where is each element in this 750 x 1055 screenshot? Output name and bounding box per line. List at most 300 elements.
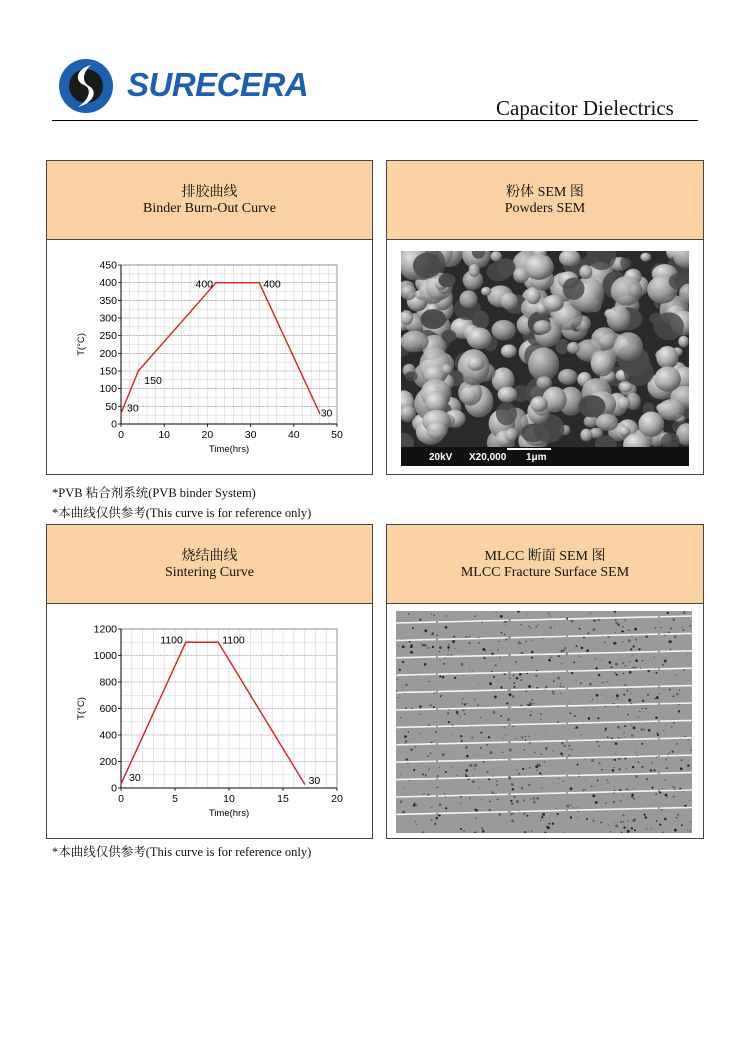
mlcc-speck [486,744,488,746]
mlcc-speck [662,788,663,789]
mlcc-speck [481,827,483,829]
mlcc-speck [671,726,672,727]
mlcc-speck [668,640,671,643]
mlcc-speck [607,782,608,783]
mlcc-speck [510,813,512,815]
mlcc-speck [659,693,660,694]
mlcc-speck [641,728,643,730]
mlcc-speck [500,615,503,618]
mlcc-speck [479,788,480,789]
mlcc-speck [650,769,652,771]
x-axis-label: Time(hrs) [208,808,250,819]
mlcc-speck [607,681,609,683]
mlcc-speck [536,770,537,771]
mlcc-speck [452,640,455,643]
mlcc-speck [689,625,691,627]
mlcc-speck [673,786,675,788]
mlcc-speck [415,821,416,822]
burnout-title-cn: 排胶曲线 [181,185,238,200]
mlcc-speck [428,681,429,682]
mlcc-speck [604,642,606,644]
mlcc-speck [446,615,447,616]
mlcc-speck [676,743,677,744]
powder-grain [640,253,651,262]
mlcc-speck [397,679,398,680]
mlcc-speck [602,682,603,683]
powder-grain [558,369,577,385]
mlcc-speck [608,825,609,826]
mlcc-speck [528,685,531,688]
mlcc-speck [642,660,644,662]
mlcc-speck [519,673,522,676]
mlcc-speck [506,702,508,704]
mlcc-speck [488,778,490,780]
mlcc-speck [531,711,532,712]
mlcc-speck [464,713,466,715]
mlcc-speck [571,620,574,623]
mlcc-speck [664,779,666,781]
mlcc-speck [593,628,596,631]
mlcc-speck [435,817,438,820]
mlcc-speck [447,646,450,649]
mlcc-speck [430,752,431,753]
x-tick-label: 20 [331,793,343,805]
mlcc-speck [634,666,636,668]
mlcc-speck [493,711,496,714]
mlcc-speck [608,661,611,664]
mlcc-speck [611,697,612,698]
x-tick-label: 50 [331,429,343,441]
mlcc-speck [626,768,627,769]
mlcc-speck [648,729,651,732]
mlcc-speck [466,703,468,705]
x-tick-label: 20 [201,429,214,441]
mlcc-speck [582,724,583,725]
mlcc-speck [488,736,490,738]
mlcc-speck [644,813,646,815]
mlcc-speck [569,748,570,749]
x-tick-label: 10 [223,793,235,805]
mlcc-speck [505,624,506,625]
mlcc-speck [423,794,424,795]
data-point [215,282,217,284]
mlcc-speck [598,745,600,747]
data-label: 1100 [222,634,245,647]
mlcc-speck [568,754,570,756]
mlcc-speck [533,801,536,804]
mlcc-speck [560,752,563,755]
mlcc-speck [593,707,594,708]
mlcc-speck [581,647,584,650]
logo-mark-icon [58,55,118,117]
mlcc-speck [525,739,526,740]
mlcc-speck [472,780,475,783]
mlcc-speck [657,732,658,733]
sintering-chart [47,604,372,839]
mlcc-speck [509,678,511,680]
mlcc-speck [681,824,683,826]
powder-grain [526,288,541,305]
mlcc-speck [454,677,456,679]
mlcc-speck [629,661,630,662]
powder-grain [567,342,580,354]
mlcc-speck [548,823,550,825]
mlcc-speck [520,643,522,645]
mlcc-speck [478,642,480,644]
mlcc-speck [535,675,537,677]
mlcc-speck [586,818,588,820]
mlcc-speck [562,755,563,756]
y-tick-label: 300 [99,312,117,325]
mlcc-speck [537,624,538,625]
mlcc-speck [664,818,667,821]
mlcc-speck [676,693,679,696]
mlcc-speck [651,828,652,829]
reference-note-2: *本曲线仅供参考(This curve is for reference only) [52,845,312,859]
y-tick-label: 100 [99,383,117,396]
mlcc-speck [461,740,463,742]
mlcc-speck [545,686,548,689]
mlcc-speck [502,752,503,753]
y-tick-label: 200 [99,756,117,768]
y-tick-label: 600 [99,703,117,715]
mlcc-speck [564,647,566,649]
mlcc-speck [661,627,662,628]
mlcc-sem-title-cn: MLCC 断面 SEM 图 [484,549,606,564]
mlcc-speck [673,695,675,697]
mlcc-speck [577,807,578,808]
mlcc-speck [625,684,627,686]
mlcc-speck [494,664,496,666]
mlcc-speck [419,618,421,620]
mlcc-speck [605,802,607,804]
series-line [121,283,320,414]
mlcc-speck [600,822,602,824]
powder-grain [501,293,519,310]
mlcc-speck [674,636,677,639]
mlcc-speck [482,830,485,833]
mlcc-speck [549,626,551,628]
mlcc-speck [615,742,618,745]
data-point [120,413,122,415]
mlcc-speck [683,669,685,671]
mlcc-speck [406,758,408,760]
powder-grain [401,331,429,353]
sem-voltage-label: 20kV [429,452,453,463]
mlcc-speck [586,649,589,652]
mlcc-speck [595,658,596,659]
mlcc-speck [576,764,578,766]
y-tick-label: 150 [99,365,117,378]
mlcc-speck [614,759,616,761]
mlcc-speck [456,775,457,776]
mlcc-speck [474,764,477,767]
mlcc-speck [576,680,577,681]
mlcc-speck [540,819,542,821]
y-tick-label: 200 [99,347,117,360]
mlcc-speck [632,655,633,656]
mlcc-speck [438,814,441,817]
mlcc-speck [552,823,554,825]
mlcc-speck [437,787,438,788]
mlcc-speck [465,746,468,749]
mlcc-speck [654,627,656,629]
powder-grain [496,402,517,425]
mlcc-speck [624,665,626,667]
mlcc-speck [400,717,401,718]
mlcc-speck [513,675,514,676]
mlcc-speck [434,615,435,616]
mlcc-speck [463,830,465,832]
mlcc-speck [552,692,554,694]
powder-grain [467,357,484,371]
mlcc-speck [602,785,603,786]
powder-grain [536,376,552,389]
mlcc-speck [496,784,498,786]
mlcc-speck [633,797,635,799]
mlcc-speck [488,809,491,812]
mlcc-speck [623,732,624,733]
mlcc-speck [620,729,621,730]
mlcc-speck [475,817,477,819]
mlcc-sem-panel [386,524,704,839]
mlcc-speck [397,645,398,646]
powder-grain [580,429,592,442]
mlcc-speck [430,704,432,706]
mlcc-speck [414,803,415,804]
mlcc-speck [657,734,659,736]
mlcc-speck [497,649,499,651]
mlcc-speck [670,649,671,650]
mlcc-speck [654,657,656,659]
mlcc-speck [470,802,471,803]
mlcc-speck [628,639,631,642]
mlcc-speck [413,804,416,807]
mlcc-speck [598,762,600,764]
mlcc-speck [460,828,462,830]
mlcc-speck [474,615,475,616]
powder-grain [533,320,551,334]
mlcc-speck [527,613,528,614]
mlcc-speck [571,749,572,750]
page-title: Capacitor Dielectrics [496,96,674,120]
mlcc-speck [639,711,640,712]
mlcc-speck [404,735,407,738]
mlcc-speck [534,752,536,754]
mlcc-speck [626,827,627,828]
data-label: 400 [195,278,214,291]
data-label: 30 [129,772,141,785]
mlcc-speck [528,626,529,627]
mlcc-speck [592,820,594,822]
mlcc-speck [473,776,474,777]
y-tick-label: 400 [99,729,117,742]
mlcc-speck [689,800,690,801]
mlcc-speck [523,813,525,815]
mlcc-speck [672,751,674,753]
mlcc-speck [615,824,618,827]
mlcc-speck [500,686,502,688]
powder-grain [401,285,417,300]
mlcc-speck [665,734,666,735]
y-tick-label: 1200 [93,623,117,636]
x-tick-label: 40 [287,429,300,441]
sintering-panel-header [47,525,372,604]
powder-grain [438,273,455,287]
powder-grain [469,264,480,277]
mlcc-speck [525,736,526,737]
mlcc-speck [561,663,562,664]
mlcc-speck [637,796,638,797]
mlcc-speck [522,768,524,770]
mlcc-speck [460,717,461,718]
mlcc-speck [626,690,628,692]
mlcc-speck [497,799,498,800]
mlcc-speck [443,663,445,665]
mlcc-speck [615,663,618,666]
mlcc-speck [530,714,532,716]
mlcc-speck [595,801,598,804]
mlcc-speck [400,774,401,775]
mlcc-speck [422,643,423,644]
mlcc-speck [545,747,547,749]
mlcc-speck [402,687,403,688]
mlcc-speck [433,706,435,708]
mlcc-speck [511,783,514,786]
mlcc-speck [577,817,578,818]
mlcc-speck [633,788,634,789]
mlcc-speck [623,795,624,796]
powder-grain [505,428,517,442]
mlcc-speck [516,770,517,771]
mlcc-speck [638,648,640,650]
header-divider [52,120,698,121]
mlcc-speck [628,699,631,702]
mlcc-speck [539,765,541,767]
mlcc-speck [499,814,501,816]
mlcc-speck [410,749,412,751]
mlcc-speck [434,822,437,825]
y-tick-label: 250 [99,330,117,343]
x-tick-label: 5 [172,793,178,805]
mlcc-speck [620,800,622,802]
powder-grain [653,312,684,340]
mlcc-speck [419,713,421,715]
mlcc-speck [474,809,476,811]
mlcc-speck [419,705,422,708]
data-point [258,282,260,284]
mlcc-speck [535,626,536,627]
mlcc-speck [489,682,492,685]
mlcc-speck [582,789,584,791]
mlcc-speck [677,814,679,816]
mlcc-speck [642,700,644,702]
mlcc-speck [474,699,475,700]
mlcc-speck [542,638,543,639]
mlcc-speck [633,682,634,683]
x-tick-label: 0 [118,793,124,805]
mlcc-speck [521,787,524,790]
mlcc-speck [664,660,667,663]
mlcc-speck [614,767,615,768]
mlcc-speck [655,716,658,719]
mlcc-sem-panel-header [387,525,703,604]
mlcc-speck [545,749,546,750]
mlcc-speck [592,794,595,797]
mlcc-speck [552,691,553,692]
mlcc-speck [571,672,573,674]
series-line [121,642,305,784]
mlcc-speck [557,813,559,815]
mlcc-speck [615,622,618,625]
mlcc-speck [460,663,463,666]
mlcc-speck [529,767,530,768]
mlcc-speck [676,674,677,675]
mlcc-speck [531,651,534,654]
powder-grain [524,255,554,280]
mlcc-speck [627,714,629,716]
powder-grain [491,320,515,340]
mlcc-speck [507,718,510,721]
mlcc-speck [417,675,418,676]
mlcc-speck [491,791,494,794]
mlcc-speck [516,800,519,803]
mlcc-speck [570,816,572,818]
mlcc-speck [545,732,546,733]
mlcc-speck [493,676,495,678]
mlcc-speck [659,824,661,826]
mlcc-speck [622,814,624,816]
mlcc-speck [439,651,440,652]
mlcc-speck [557,721,559,723]
mlcc-speck [427,755,428,756]
mlcc-speck [665,794,668,797]
mlcc-speck [518,773,520,775]
mlcc-speck [453,635,456,638]
y-tick-label: 800 [99,676,117,689]
mlcc-speck [647,694,649,696]
mlcc-speck [640,697,641,698]
mlcc-speck [593,620,595,622]
y-tick-label: 350 [99,294,117,307]
mlcc-speck [540,761,541,762]
mlcc-speck [513,725,514,726]
y-tick-label: 1000 [93,650,117,662]
powder-grain [481,287,491,296]
mlcc-speck [678,710,680,712]
mlcc-speck [469,636,470,637]
mlcc-speck [656,696,659,699]
mlcc-speck [580,734,581,735]
data-label: 150 [144,375,162,387]
mlcc-speck [547,826,550,829]
mlcc-speck [480,732,482,734]
mlcc-speck [489,800,491,802]
mlcc-speck [618,737,620,739]
mlcc-speck [647,824,648,825]
mlcc-speck [501,632,503,634]
mlcc-speck [445,626,448,629]
data-label: 30 [320,407,333,420]
powder-grain [521,424,545,442]
mlcc-speck [638,717,639,718]
mlcc-speck [422,644,424,646]
mlcc-speck [541,787,542,788]
sem-scale-label: 1μm [526,452,547,463]
powder-grain [614,332,643,361]
mlcc-speck [690,822,691,823]
y-tick-label: 450 [99,259,117,272]
